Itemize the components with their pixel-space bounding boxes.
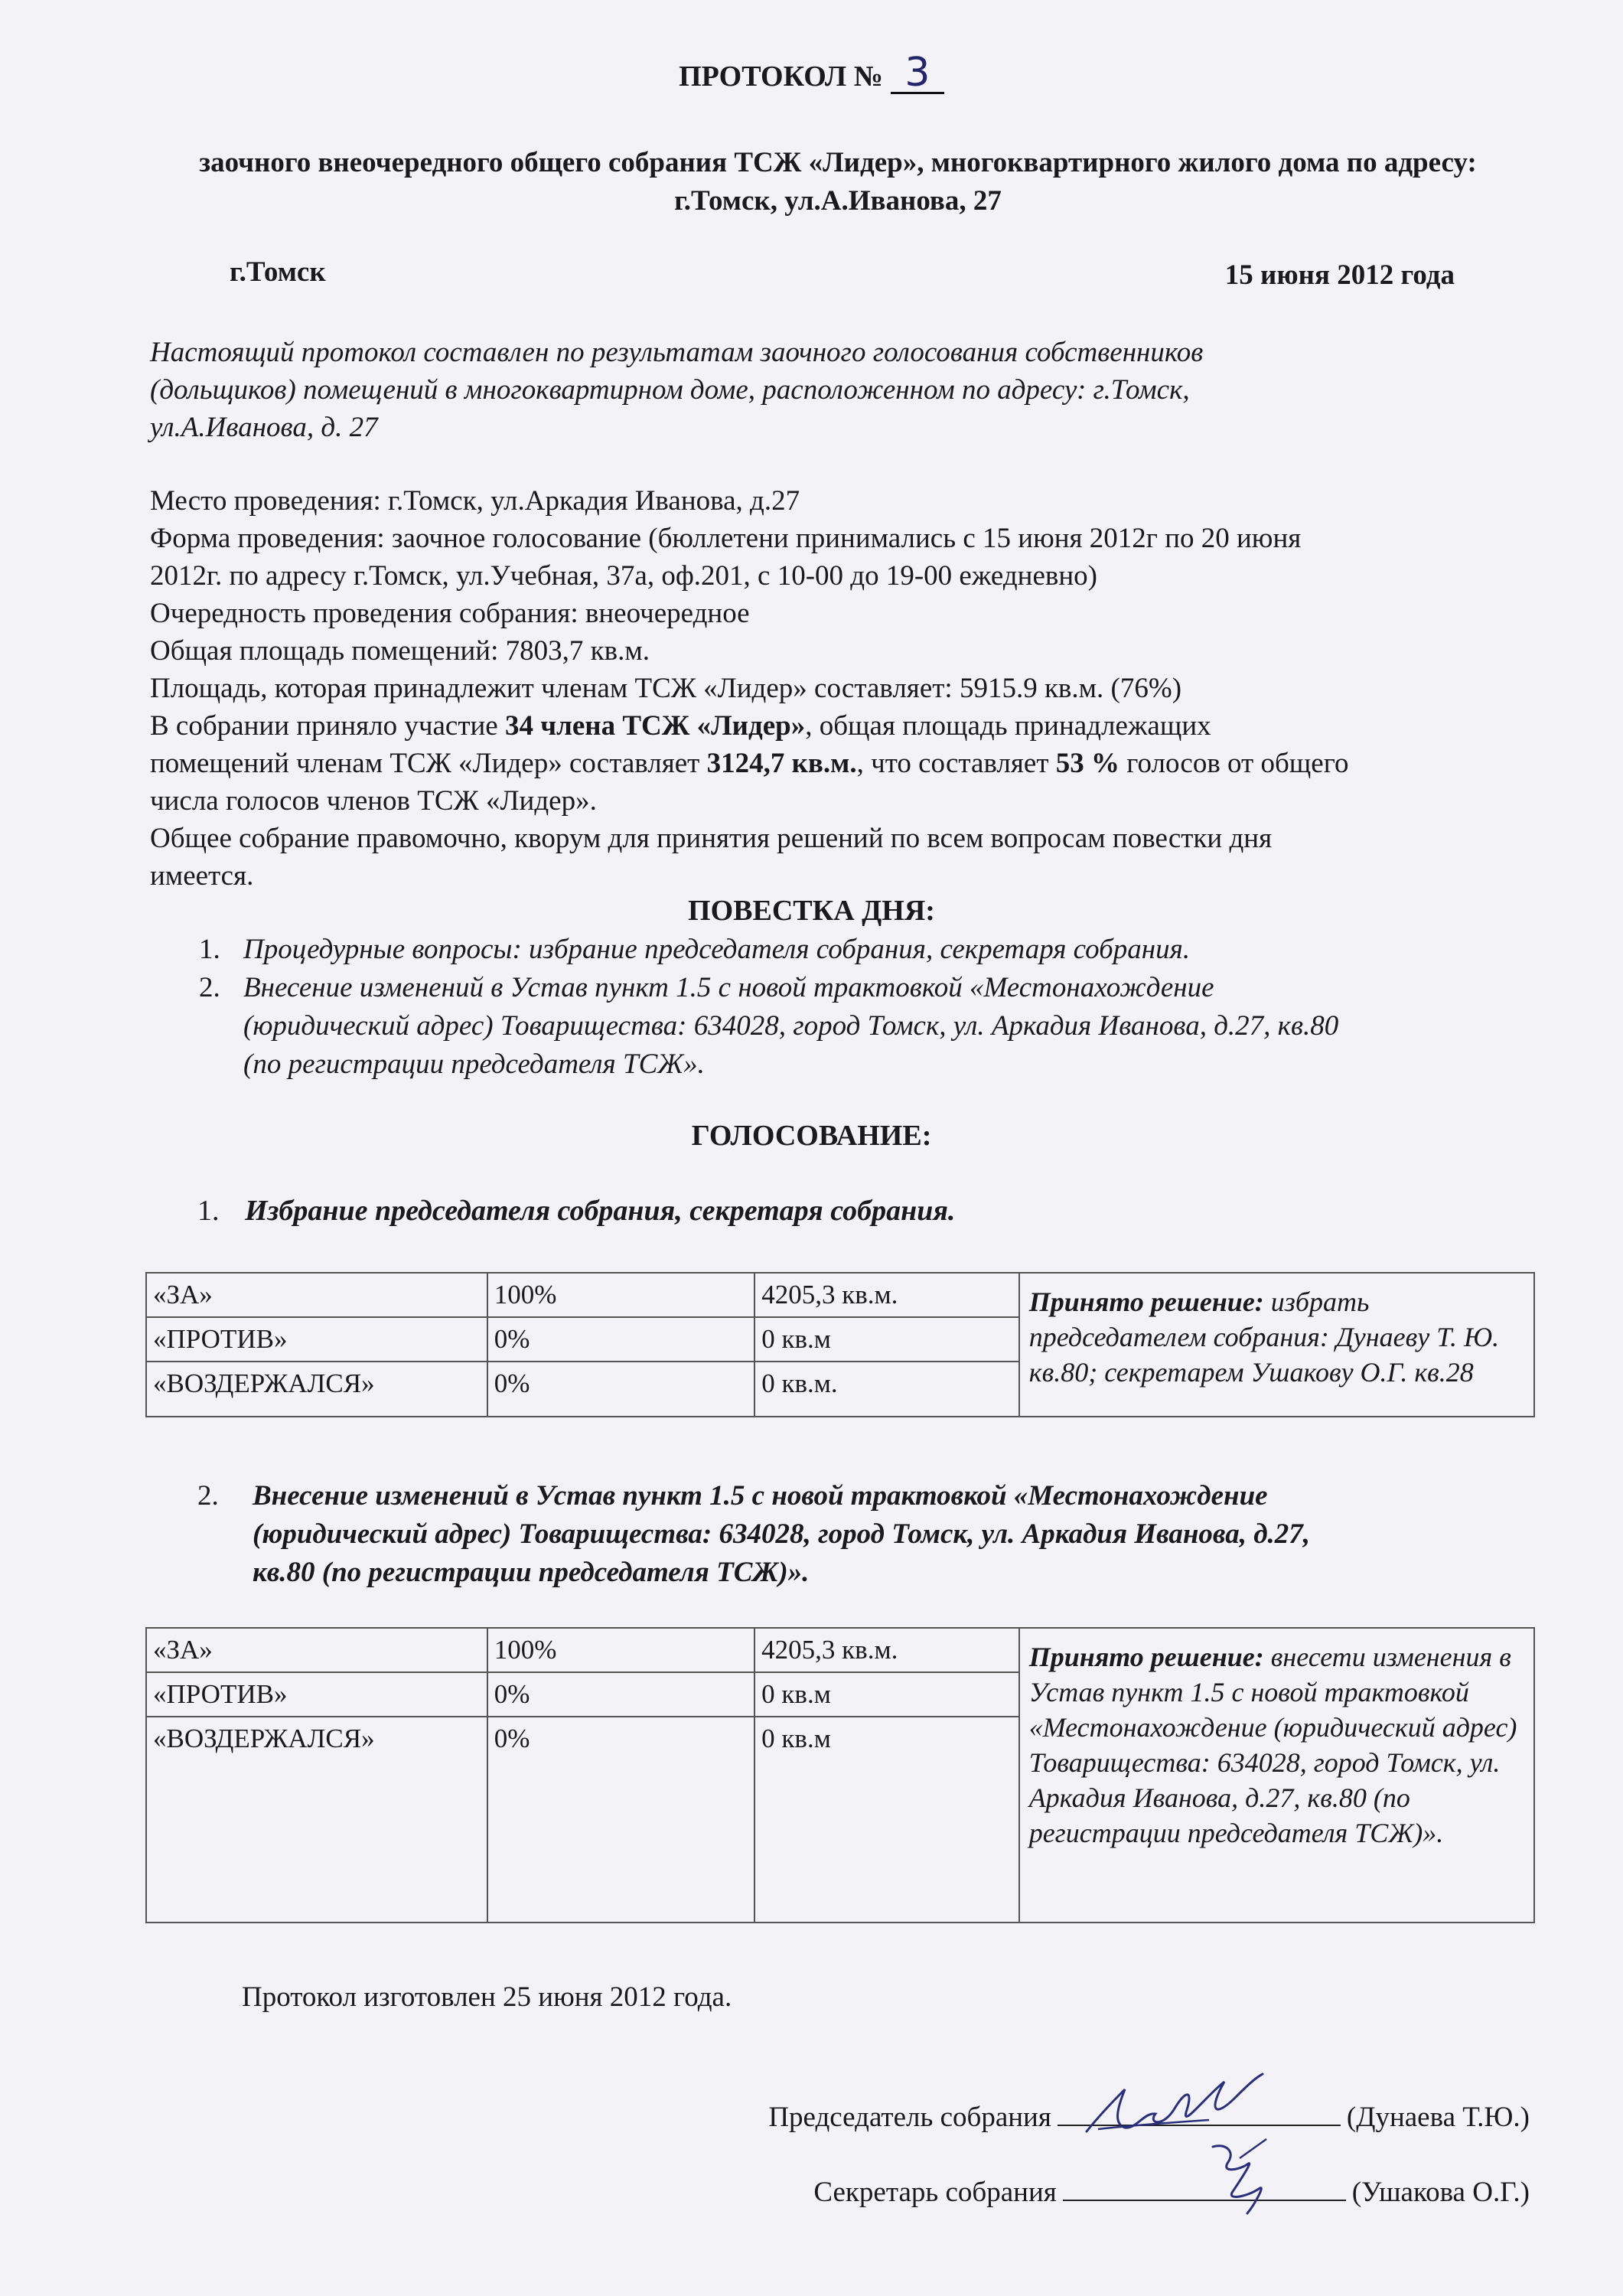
table-row: «ПРОТИВ» 0% 0 кв.м [146, 1317, 1534, 1362]
title-prefix: ПРОТОКОЛ № [679, 60, 883, 93]
intro-line-1: Настоящий протокол составлен по результатам заочного голосования собственников [150, 337, 1204, 368]
table-row: «ЗА» 100% 4205,3 кв.м. Принято решение: внесети изменения в Устав пункт 1.5 с новой трактовкой «Местонахождение (юридический адрес) Товарищества: 634028, город Томск, ул. Аркадия Иванова, д.27, кв.80 (по регистрации председателя ТСЖ)». [146, 1628, 1534, 1672]
agenda-heading: ПОВЕСТКА ДНЯ: [688, 895, 935, 927]
protocol-made-date: Протокол изготовлен 25 июня 2012 года. [242, 1981, 732, 2013]
secretary-name: (Ушакова О.Г.) [1351, 2177, 1530, 2208]
document-subtitle: заочного внеочередного общего собрания ТСЖ «Лидер», многоквартирного жилого дома по адресу: г.Томск, ул.А.Иванова, 27 [199, 147, 1477, 217]
table-row: «ПРОТИВ» 0% 0 кв.м [146, 1672, 1534, 1717]
city: г.Томск [230, 256, 326, 288]
protocol-number: 3 [891, 54, 944, 94]
participation-line-2: помещений членам ТСЖ «Лидер» составляет 3124,7 кв.м., что составляет 53 % голосов от общего [150, 748, 1349, 779]
agenda-list [199, 931, 1546, 1084]
document-title [0, 50, 1623, 96]
participation-line-3: числа голосов членов ТСЖ «Лидер». [150, 785, 597, 817]
voting-heading: ГОЛОСОВАНИЕ: [691, 1120, 932, 1152]
vote-table-1 [145, 1272, 1535, 1417]
question-2: 2. Внесение изменений в Устав пункт 1.5 с новой трактовкой «Местонахождение (юридический адрес) Товарищества: 634028, город Томск, ул. Аркадия Иванова, д.27, кв.80 (по регистрации председателя ТСЖ)». [197, 1480, 1311, 1588]
table-row: «ВОЗДЕРЖАЛСЯ» 0% 0 кв.м [146, 1717, 1534, 1923]
meeting-order: Очередность проведения собрания: внеочередное [150, 598, 750, 629]
chair-name: (Дунаева Т.Ю.) [1346, 2102, 1530, 2133]
agenda-item: 2. Внесение изменений в Устав пункт 1.5 с новой трактовкой «Местонахождение (юридический адрес) Товарищества: 634028, город Томск, ул. Аркадия Иванова, д.27, кв.80 (по регистрации председателя ТСЖ». [199, 972, 1339, 1080]
secretary-signature-line [813, 2172, 1530, 2209]
quorum-line-2: имеется. [150, 860, 254, 892]
meeting-form-line-2: 2012г. по адресу г.Томск, ул.Учебная, 37а, оф.201, с 10-00 до 19-00 ежедневно) [150, 560, 1098, 592]
intro-paragraph [150, 334, 1203, 446]
meeting-place: Место проведения: г.Томск, ул.Аркадия Иванова, д.27 [150, 485, 800, 517]
intro-line-2: (дольщиков) помещений в многоквартирном доме, расположенном по адресу: г.Томск, [150, 374, 1190, 406]
meeting-form-line-1: Форма проведения: заочное голосование (бюллетени принимались с 15 июня 2012г по 20 июня [150, 523, 1302, 554]
chair-label: Председатель собрания [768, 2102, 1051, 2133]
members-area: Площадь, которая принадлежит членам ТСЖ «Лидер» составляет: 5915.9 кв.м. (76%) [150, 673, 1182, 704]
vote-table-2 [145, 1627, 1535, 1923]
total-area: Общая площадь помещений: 7803,7 кв.м. [150, 635, 650, 667]
decision-cell: Принято решение: внесети изменения в Устав пункт 1.5 с новой трактовкой «Местонахождение (юридический адрес) Товарищества: 634028, город Томск, ул. Аркадия Иванова, д.27, кв.80 (по регистрации председателя ТСЖ)». [1019, 1628, 1534, 1923]
table-row: «ЗА» 100% 4205,3 кв.м. Принято решение: избрать председателем собрания: Дунаеву Т. Ю. кв.80; секретарем Ушакову О.Г. кв.28 [146, 1273, 1534, 1317]
question-1: 1. Избрание председателя собрания, секретаря собрания. [197, 1195, 956, 1227]
quorum-line-1: Общее собрание правомочно, кворум для принятия решений по всем вопросам повестки дня [150, 823, 1273, 854]
meeting-details [150, 482, 1348, 895]
secretary-signature-icon [1194, 2128, 1286, 2219]
decision-cell: Принято решение: избрать председателем собрания: Дунаеву Т. Ю. кв.80; секретарем Ушакову О.Г. кв.28 [1019, 1273, 1534, 1417]
document-date: 15 июня 2012 года [1224, 259, 1455, 291]
intro-line-3: ул.А.Иванова, д. 27 [150, 412, 378, 443]
secretary-label: Секретарь собрания [813, 2177, 1057, 2208]
table-row: «ВОЗДЕРЖАЛСЯ» 0% 0 кв.м. [146, 1362, 1534, 1417]
agenda-item: 1. Процедурные вопросы: избрание председателя собрания, секретаря собрания. [199, 934, 1191, 965]
participation-line-1: В собрании приняло участие 34 члена ТСЖ «Лидер», общая площадь принадлежащих [150, 710, 1211, 742]
